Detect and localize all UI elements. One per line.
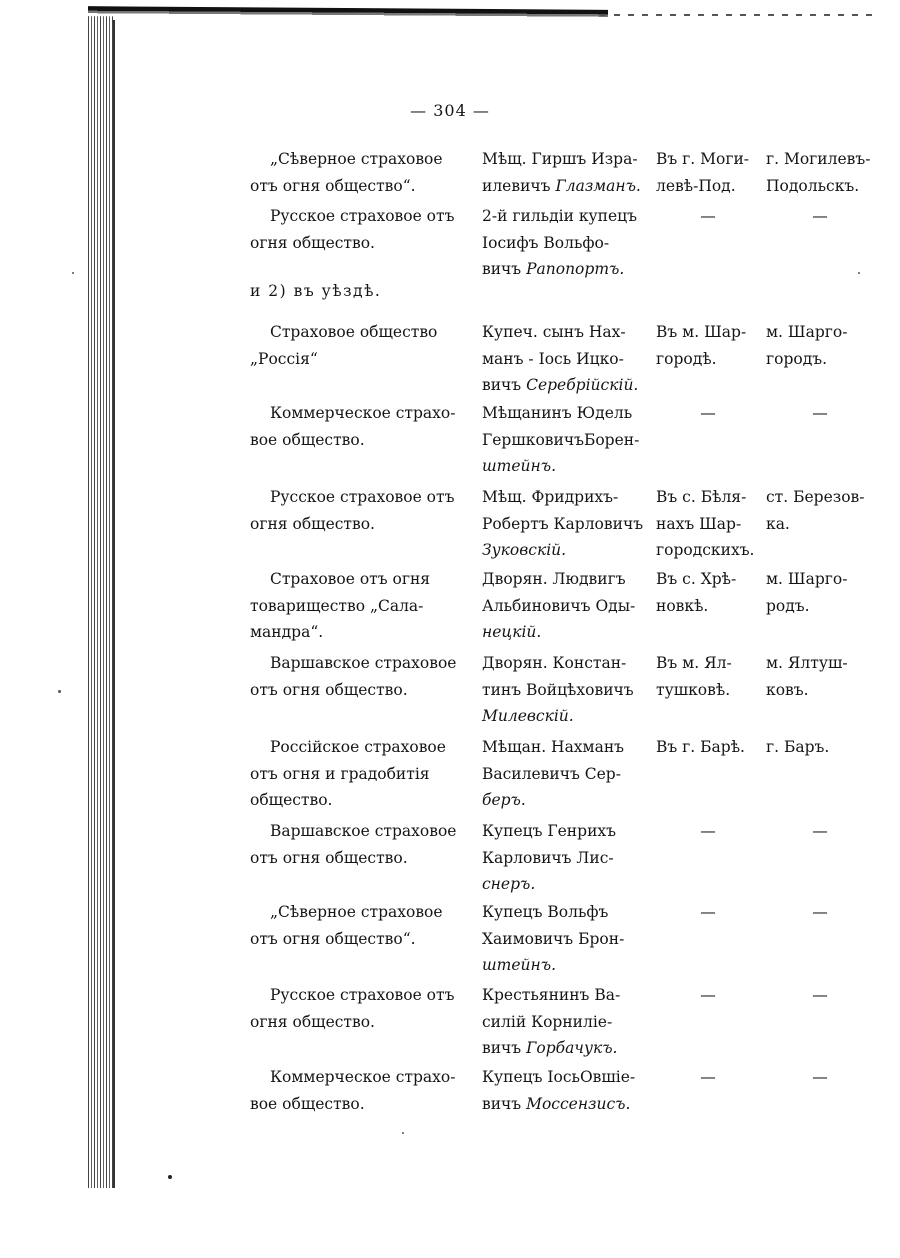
society-line: огня общество.	[250, 233, 375, 252]
agent-line: Купецъ ІосьОвшіе-	[482, 1068, 636, 1086]
page-left-border	[113, 20, 115, 1188]
cell-residence	[656, 734, 760, 761]
cell-residence	[656, 400, 760, 427]
society-line: отъ огня общество“.	[250, 929, 416, 948]
agent-line: беръ.	[482, 791, 526, 809]
page-number: — 304 —	[410, 101, 490, 120]
cell-office	[764, 400, 876, 427]
cell-office	[764, 566, 876, 619]
cell-office	[764, 650, 876, 703]
society-line: Русское страховое отъ	[270, 986, 455, 1004]
agent-line: Хаимовичъ Брон-	[482, 929, 625, 948]
residence-line: городскихъ.	[656, 541, 755, 559]
society-line: Русское страховое отъ	[270, 207, 455, 225]
office-line: Подольскъ.	[766, 176, 860, 195]
office-line: —	[812, 404, 828, 422]
residence-line: —	[700, 1068, 716, 1086]
society-line: мандра“.	[250, 623, 324, 641]
agent-line: Карловичъ Лис-	[482, 848, 614, 867]
subheading: и 2) въ уѣздѣ.	[250, 282, 382, 300]
residence-line: —	[700, 903, 716, 921]
residence-line: Въ м. Шар-	[656, 323, 747, 341]
agent-line: Василевичъ Сер-	[482, 764, 621, 783]
residence-line: нахъ Шар-	[656, 514, 742, 533]
cell-society	[250, 566, 462, 646]
office-line: г. Могилевъ-	[766, 150, 871, 168]
cell-society	[250, 146, 462, 199]
society-line: Русское страховое отъ	[270, 488, 455, 506]
agent-line: штейнъ.	[482, 457, 557, 475]
cell-society	[250, 982, 462, 1035]
residence-line: тушковѣ.	[656, 680, 731, 699]
residence-line: —	[700, 822, 716, 840]
agent-line: 2-й гильдіи купецъ	[482, 207, 637, 225]
cell-agent	[482, 734, 642, 814]
society-line: отъ огня общество.	[250, 848, 408, 867]
society-line: общество.	[250, 791, 333, 809]
office-line: ст. Березов-	[766, 488, 865, 506]
scan-speck	[858, 272, 860, 274]
society-line: „Россія“	[250, 349, 318, 368]
office-line: м. Шарго-	[766, 323, 848, 341]
cell-office	[764, 484, 876, 537]
cell-residence	[656, 319, 760, 372]
cell-agent	[482, 566, 642, 646]
agent-line: тинъ Войцѣховичъ	[482, 680, 634, 699]
cell-residence	[656, 566, 760, 619]
residence-line: Въ г. Барѣ.	[656, 738, 745, 756]
cell-agent	[482, 650, 642, 730]
society-line: отъ огня общество.	[250, 680, 408, 699]
cell-society	[250, 734, 462, 814]
residence-line: —	[700, 986, 716, 1004]
cell-office	[764, 146, 876, 199]
society-line: огня общество.	[250, 514, 375, 533]
cell-agent	[482, 400, 642, 480]
agent-line: ГершковичъБорен-	[482, 430, 640, 449]
agent-line: Мѣщан. Нахманъ	[482, 738, 625, 756]
scan-speck	[58, 690, 61, 693]
cell-agent	[482, 899, 642, 979]
scan-speck	[168, 1175, 172, 1179]
office-line: родъ.	[766, 596, 810, 615]
society-line: Варшавское страховое	[270, 822, 457, 840]
society-line: отъ огня общество“.	[250, 176, 416, 195]
agent-line: Крестьянинъ Ва-	[482, 986, 621, 1004]
cell-society	[250, 400, 462, 453]
office-line: ка.	[766, 514, 790, 533]
office-line: —	[812, 1068, 828, 1086]
office-line: —	[812, 986, 828, 1004]
cell-agent	[482, 146, 642, 199]
agent-line: силій Корниліе-	[482, 1012, 613, 1031]
society-line: „Сѣверное страховое	[270, 903, 443, 921]
cell-society	[250, 203, 462, 256]
office-line: м. Ялтуш-	[766, 654, 848, 672]
society-line: товарищество „Сала-	[250, 596, 424, 615]
agent-line: илевичъ Глазманъ.	[482, 176, 641, 195]
cell-residence	[656, 146, 760, 199]
agent-line: Робертъ Карловичъ	[482, 514, 644, 533]
cell-agent	[482, 818, 642, 898]
residence-line: Въ с. Хрѣ-	[656, 570, 737, 588]
agent-line: Альбиновичъ Оды-	[482, 596, 636, 615]
society-line: Коммерческое страхо-	[270, 404, 456, 422]
cell-agent	[482, 982, 642, 1062]
agent-line: Дворян. Людвигъ	[482, 570, 626, 588]
agent-line: Купецъ Генрихъ	[482, 822, 616, 840]
agent-line: вичъ Серебрійскій.	[482, 376, 639, 394]
agent-line: нецкій.	[482, 623, 542, 641]
book-spine-edge	[88, 8, 114, 1188]
society-line: вое общество.	[250, 1094, 365, 1113]
office-line: ковъ.	[766, 680, 809, 699]
page-top-edge	[88, 6, 608, 20]
residence-line: Въ г. Моги-	[656, 150, 750, 168]
agent-line: Мѣщ. Гиршъ Изра-	[482, 150, 638, 168]
cell-society	[250, 650, 462, 703]
agent-line: Мѣщ. Фридрихъ-	[482, 488, 619, 506]
scan-speck	[72, 272, 74, 274]
cell-residence	[656, 818, 760, 845]
cell-residence	[656, 1064, 760, 1091]
agent-line: Зуковскій.	[482, 541, 567, 559]
page-top-edge-fade	[600, 14, 880, 16]
residence-line: левѣ-Под.	[656, 176, 736, 195]
cell-society	[250, 818, 462, 871]
cell-agent	[482, 203, 642, 283]
cell-society	[250, 484, 462, 537]
agent-line: Милевскій.	[482, 707, 574, 725]
cell-office	[764, 1064, 876, 1091]
office-line: —	[812, 207, 828, 225]
office-line: г. Баръ.	[766, 738, 830, 756]
residence-line: Въ м. Ял-	[656, 654, 732, 672]
agent-line: Купецъ Вольфъ	[482, 903, 609, 921]
cell-office	[764, 319, 876, 372]
agent-line: вичъ Рапопортъ.	[482, 260, 625, 278]
society-line: „Сѣверное страховое	[270, 150, 443, 168]
cell-office	[764, 899, 876, 926]
cell-office	[764, 734, 876, 761]
society-line: огня общество.	[250, 1012, 375, 1031]
scan-speck	[402, 1132, 404, 1134]
office-line: м. Шарго-	[766, 570, 848, 588]
cell-office	[764, 203, 876, 230]
cell-office	[764, 982, 876, 1009]
society-line: отъ огня и градобитія	[250, 764, 430, 783]
society-line: вое общество.	[250, 430, 365, 449]
cell-residence	[656, 203, 760, 230]
agent-line: Дворян. Констан-	[482, 654, 627, 672]
agent-line: Іосифъ Вольфо-	[482, 233, 610, 252]
cell-society	[250, 1064, 462, 1117]
cell-agent	[482, 484, 642, 564]
agent-line: штейнъ.	[482, 956, 557, 974]
agent-line: Мѣщанинъ Юдель	[482, 404, 633, 422]
cell-agent	[482, 1064, 642, 1117]
cell-residence	[656, 484, 760, 564]
agent-line: вичъ Моссензисъ.	[482, 1094, 631, 1113]
society-line: Страховое отъ огня	[270, 570, 431, 588]
society-line: Коммерческое страхо-	[270, 1068, 456, 1086]
agent-line: манъ - Іось Ицко-	[482, 349, 624, 368]
residence-line: Въ с. Бѣля-	[656, 488, 747, 506]
residence-line: —	[700, 207, 716, 225]
residence-line: городѣ.	[656, 349, 717, 368]
cell-residence	[656, 650, 760, 703]
agent-line: вичъ Горбачукъ.	[482, 1039, 618, 1057]
office-line: —	[812, 903, 828, 921]
residence-line: новкѣ.	[656, 596, 709, 615]
office-line: —	[812, 822, 828, 840]
society-line: Варшавское страховое	[270, 654, 457, 672]
society-line: Россійское страховое	[270, 738, 446, 756]
cell-society	[250, 319, 462, 372]
cell-office	[764, 818, 876, 845]
cell-residence	[656, 982, 760, 1009]
cell-agent	[482, 319, 642, 399]
agent-line: Купеч. сынъ Нах-	[482, 323, 626, 341]
cell-society	[250, 899, 462, 952]
office-line: городъ.	[766, 349, 828, 368]
society-line: Страховое общество	[270, 323, 438, 341]
residence-line: —	[700, 404, 716, 422]
agent-line: снеръ.	[482, 875, 536, 893]
cell-residence	[656, 899, 760, 926]
